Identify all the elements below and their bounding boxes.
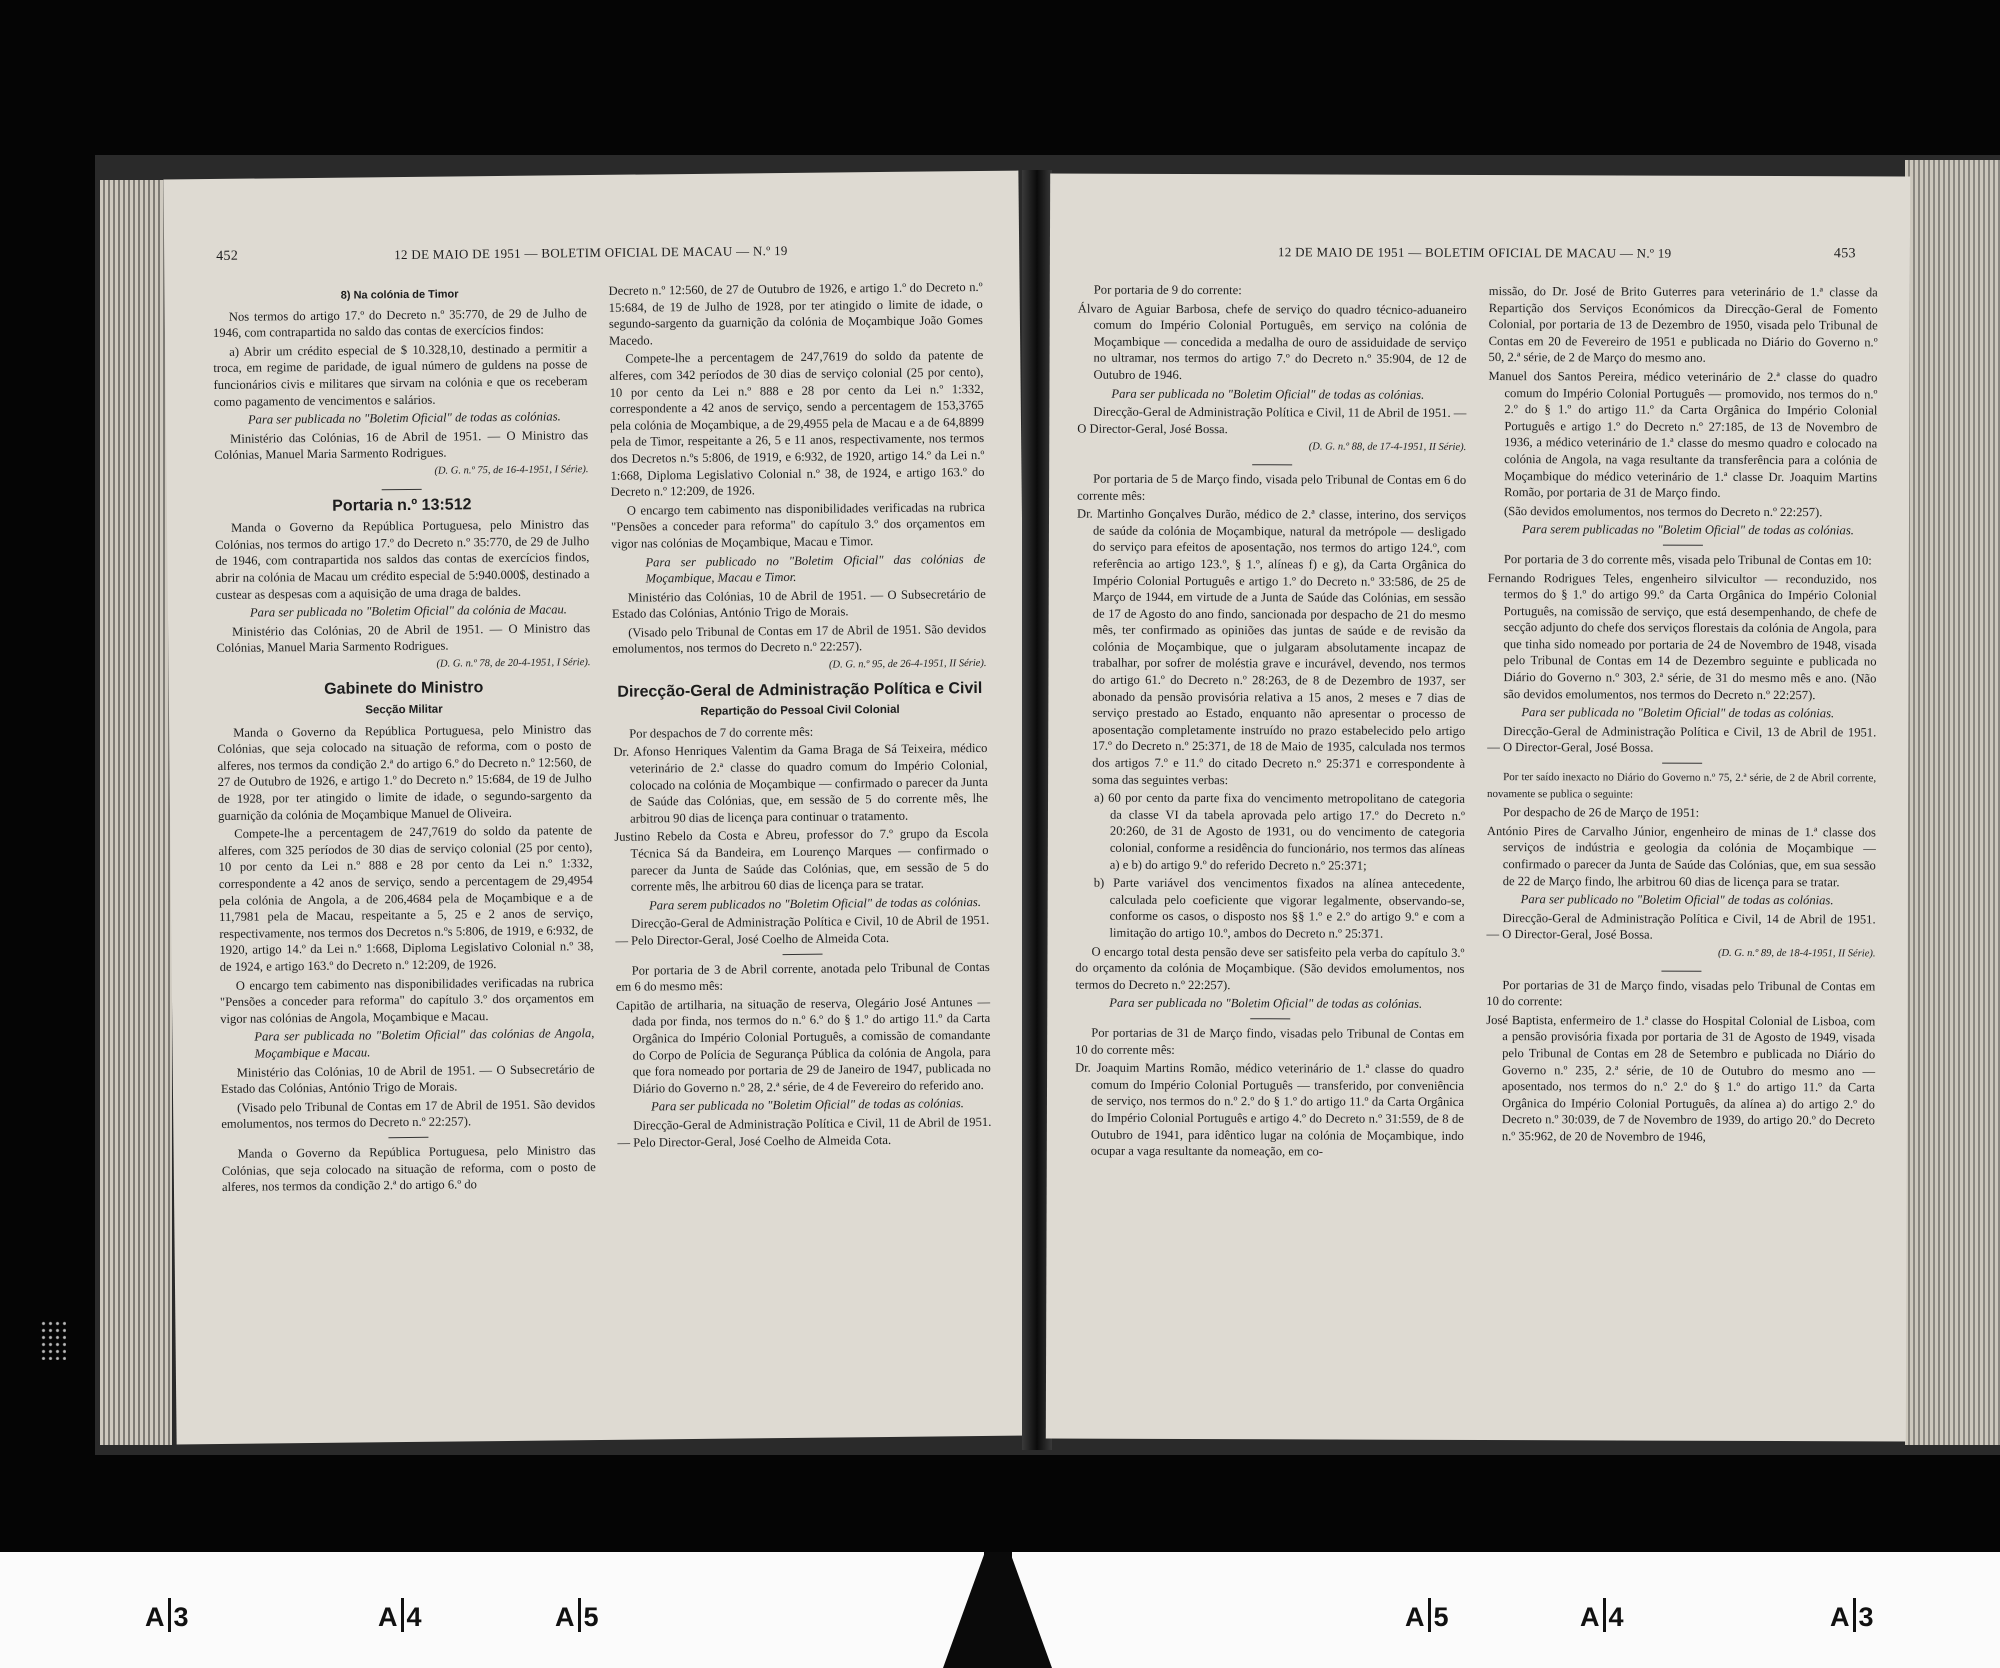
paragraph: Compete-lhe a percentagem de 247,7619 do soldo da patente de alferes, com 325 períodos de 30 dias de serviço colonial (25 por cento), 10 por cento da Lei n.º 888 e 28 por cento da Lei n.º 1:332, correspondente a 42 anos de serviço, sendo a percentagem de 29,4954 pela colónia de Angola, a de 206,4684 pela de Moçambique e a de 11,7981 pela de Macau, respeitante a 5, 25 e 2 anos de serviço, respectivamente, nos termos dos Decretos n.ºs 5:806, de 1919, e 6:932, de 1920, artigo 14.º da Lei n.º 1:668, Diploma Legislativo Colonial n.º 38, de 1924, e artigo 163.º do Decreto n.º 12:209, de 1926. [218,823,594,974]
left-columns [213,279,992,1198]
paragraph: Dr. Martinho Gonçalves Durão, médico de 2.ª classe, interino, dos serviços de saúde da colónia de Moçambique, natural da metrópole — desligado do serviço para efeitos de aposentação, nos termos do artigo 124.º, com referência ao artigo 123.º, § 1.º, alíneas f) e g), da Carta Orgânica do Império Colonial Português e artigo 1.º do Decreto n.º 33:586, de 25 de Março de 1944, em virtude de a Junta de Saúde das Colónias, em sessão de 17 de Agosto do ano findo, sancionada por despacho de 21 do mesmo mês, ter confirmado as opiniões das juntas de saúde e de revisão da colónia de Moçambique, que o julgaram absolutamente incapaz de trabalhar, por sofrer de moléstia grave e incurável, devendo, nos termos do artigo 61.º do Decreto n.º 28:263, de 8 de Dezembro de 1937, ser abonado da pensão provisória relativa a 15 anos, 2 meses e 7 dias de serviço prestado ao Estado, enquanto não apresentar o processo de aposentação completamente instruído no prazo estabelecido pelo artigo 17.º do Decreto n.º 25:371, de 18 de Maio de 1935, calculada nos termos dos artigos 7.º e 11.º do citado Decreto n.º 25:371 e correspondente à soma das seguintes verbas: [1076,506,1467,787]
right-column-1 [1075,282,1467,1163]
publication-note: Para serem publicadas no "Boletim Oficial" de todas as colónias. [1521,522,1854,538]
film-marker: A 3 [145,1598,189,1633]
left-page-edges [100,180,172,1445]
portaria-title: Portaria n.º 13:512 [332,495,472,515]
publication-note: Para ser publicada no "Boletim Oficial" de todas as colónias. [247,409,561,427]
right-page [1046,174,1910,1442]
publication-note: Para ser publicada no "Boletim Oficial" de todas as colónias. [1521,705,1835,721]
divider [382,488,422,489]
reference: (D. G. n.º 88, de 17-4-1951, II Série). [1308,441,1467,454]
paragraph: Decreto n.º 12:560, de 27 de Outubro de 1926, e artigo 1.º do Decreto n.º 15:684, de 19 de Julho de 1928, por ter atingido o limite de idade, o segundo-sargento da guarnição da colónia de Moçambique João Gomes Macedo. [608,279,983,348]
signature: Direcção-Geral de Administração Política e Civil, 11 de Abril de 1951. — Pelo Director-Geral, José Coelho de Almeida Cota. [617,1114,992,1150]
paragraph: Compete-lhe a percentagem de 247,7619 do soldo da patente de alferes, com 342 períodos de 30 dias de serviço colonial (25 por cento), 10 por cento da Lei n.º 888 e 28 por cento da Lei n.º 1:332, correspondente a 42 anos de serviço, sendo a percentagem de 153,3765 pela colónia de Moçambique, a de 29,4955 pela de Macau e a de 64,8899 pela de Timor, respeitante a 26, 5 e 11 anos, respectivamente, nos termos dos Decretos n.ºs 5:806, de 1919, e 6:932, de 1920, artigo 14.º da Lei n.º 1:668, Diploma Legislativo Colonial n.º 38, de 1924, e artigo 163.º do Decreto n.º 12:209, de 1926. [609,348,985,499]
paragraph: Por portarias de 31 de Março findo, visadas pelo Tribunal de Contas em 10 do corrente: [1486,977,1876,1009]
paragraph: O encargo total desta pensão deve ser satisfeito pela verba do capítulo 3.º do orçamento da colónia de Moçambique. (São devidos emolumentos, nos termos do Decreto n.º 22:257). [1075,944,1465,992]
paragraph: Por portarias de 31 de Março findo, visadas pelo Tribunal de Contas em 10 do corrente mês: [1075,1025,1465,1057]
signature: Direcção-Geral de Administração Política e Civil, 10 de Abril de 1951. — Pelo Director-Geral, José Coelho de Almeida Cota. [615,913,990,948]
right-page-edges [1905,160,2000,1445]
reference: (D. G. n.º 89, de 18-4-1951, II Série). [1717,947,1876,960]
reference: (D. G. n.º 78, de 20-4-1951, I Série). [436,656,591,670]
paragraph: José Baptista, enfermeiro de 1.ª classe do Hospital Colonial de Lisboa, com a pensão provisória fixada por portaria de 31 de Agosto de 1949, visada pelo Tribunal de Contas em 28 de Setembro e publicada no Diário do Governo n.º 235, 2.ª série, de 10 de Outubro do mesmo ano — aposentado, nos termos do n.º 2.º do § 1.º do artigo 11.º da Carta Orgânica do Império Colonial Português, da alínea a) do artigo 2.º do Decreto n.º 30:039, de 7 de Novembro de 1939, do artigo 20.º do Decreto n.º 35:962, de 20 de Novembro de 1946, [1486,1012,1876,1144]
signature: Direcção-Geral de Administração Política e Civil, 11 de Abril de 1951. — O Director-Geral, José Bossa. [1077,404,1467,436]
right-columns [1075,282,1878,1164]
paragraph: Manda o Governo da República Portuguesa, pelo Ministro das Colónias, nos termos do artigo 17.º do Decreto n.º 35:770, de 29 de Julho de 1946, com contrapartida nos saldos das contas de exercícios findos, abrir na colónia de Macau um crédito especial de 5:940.000$, destinado a custear as despesas com a aquisição de uma draga de baldes. [215,517,590,602]
visado-note: (Visado pelo Tribunal de Contas em 17 de Abril de 1951. São devidos emolumentos, nos termos do Decreto n.º 22:257). [612,621,987,657]
paragraph: Por portaria de 5 de Março findo, visada pelo Tribunal de Contas em 6 do corrente mês: [1077,471,1467,503]
paragraph: (São devidos emolumentos, nos termos do Decreto n.º 22:257). [1504,503,1823,519]
paragraph: Manda o Governo da República Portuguesa, pelo Ministro das Colónias, que seja colocado na situação de reforma, com o posto de alferes, nos termos da condição 2.ª do artigo 6.º do [221,1142,596,1195]
paragraph: a) 60 por cento da parte fixa do vencimento metropolitano de categoria da classe VI da tabela aprovada pelo artigo 17.º do Decreto n.º 20:260, de 31 de Agosto de 1931, ou do vencimento de categoria colonial, conforme a residência do funcionário, nos termos das alíneas a) e b) do artigo 9.º do referido Decreto n.º 25:371; [1094,790,1466,873]
paragraph: Dr. Afonso Henriques Valentim da Gama Braga de Sá Teixeira, médico veterinário de 2.ª classe do quadro comum do Império Colonial, colocado na colónia de Moçambique — confirmado o parecer da Junta de Saúde das Colónias, que, em sessão de 5 do corrente mês, lhe arbitrou 90 dias de licença para continuar o tratamento. [613,741,988,826]
paragraph: O encargo tem cabimento nas disponibilidades verificadas na rubrica "Pensões a conceder para reforma" do capítulo 3.º dos orçamentos em vigor nas colónias de Angola, Moçambique e Macau. [219,974,595,1026]
reference: (D. G. n.º 75, de 16-4-1951, I Série). [434,464,589,477]
film-marker: A 3 [1830,1598,1874,1633]
paragraph: Justino Rebelo da Costa e Abreu, professor do 7.º grupo da Escola Técnica Sá da Bandeira, em Lourenço Marques — confirmado o parecer da Junta de Saúde das Colónias, que, em sessão de 5 do corrente mês, lhe arbitrou 60 dias de licença para se tratar. [614,826,989,894]
film-marker: A 5 [555,1598,599,1633]
signature: Direcção-Geral de Administração Política e Civil, 14 de Abril de 1951. — O Director-Geral, José Bossa. [1486,910,1876,942]
signature: Ministério das Colónias, 16 de Abril de 1951. — O Ministro das Colónias, Manuel Maria Sarmento Rodrigues. [214,427,589,463]
publication-note: Para ser publicado no "Boletim Oficial" das colónias de Moçambique, Macau e Timor. [645,551,986,586]
right-running-title: 12 DE MAIO DE 1951 — BOLETIM OFICIAL DE MACAU — N.º 19 [1277,244,1672,261]
gabinete-heading: Gabinete do Ministro [324,679,484,699]
left-page-number: 452 [216,248,239,264]
publication-note: Para ser publicada no "Boletim Oficial" de todas as colónias. [651,1096,965,1114]
right-page-number: 453 [1833,246,1856,262]
paragraph: Dr. Joaquim Martins Romão, médico veterinário de 1.ª classe do quadro comum do Império Colonial Português — transferido, por conveniência de serviço, nos termos do n.º 2.º do § 1.º do artigo 11.º da Carta Orgânica do Império Colonial Português e artigo 4.º do Decreto n.º 31:559, de 8 de Outubro de 1941, para idêntico lugar na colónia de Moçambique, indo ocupar a vaga resultante da nomeação, em co- [1075,1060,1465,1159]
reference: (D. G. n.º 95, de 26-4-1951, II Série). [828,657,987,671]
left-page [163,171,1031,1445]
signature: Direcção-Geral de Administração Política e Civil, 13 de Abril de 1951. — O Director-Geral, José Bossa. [1487,723,1877,756]
publication-note: Para ser publicada no "Boletim Oficial" das colónias de Angola, Moçambique e Macau. [254,1026,595,1061]
film-marker: A 4 [378,1598,422,1633]
signature: Ministério das Colónias, 10 de Abril de 1951. — O Subsecretário de Estado das Colónias, António Trigo de Morais. [220,1061,595,1097]
publication-note: Para serem publicados no "Boletim Oficial" de todas as colónias. [648,894,982,913]
publication-note: Para ser publicada no "Boletim Oficial" de todas as colónias. [1111,386,1425,402]
paragraph: António Pires de Carvalho Júnior, engenheiro de minas de 1.ª classe dos serviços de indústria e geologia da colónia de Moçambique — confirmado o parecer da Junta de Saúde das Colónias, que, em sua sessão de 22 de Março findo, lhe arbitrou 60 dias de licença para se tratar. [1486,823,1876,889]
paragraph: Capitão de artilharia, na situação de reserva, Olegário José Antunes — dada por finda, nos termos do n.º 6.º do § 1.º do artigo 11.º da Carta Orgânica do Império Colonial Português, a comissão de comandante do Corpo de Polícia de Segurança Pública da colónia de Angola, para que fora nomeado por portaria de 29 de Janeiro de 1947, publicada no Diário do Governo n.º 28, 2.ª série, de 4 de Fevereiro do referido ano. [616,994,991,1096]
publication-note: Para ser publicada no "Boletim Oficial" da colónia de Macau. [249,602,567,620]
paragraph: O encargo tem cabimento nas disponibilidades verificadas na rubrica "Pensões a conceder para reforma" do capítulo 3.º dos orçamentos em vigor nas colónias de Moçambique, Macau e Timor. [610,499,986,551]
left-column-2 [609,279,993,1194]
publication-note: Para ser publicado no "Boletim Oficial" de todas as colónias. [1520,892,1834,908]
divider [388,1137,428,1138]
paragraph: Manda o Governo da República Portuguesa, pelo Ministro das Colónias, que seja colocado na situação de reforma, com o posto de alferes, nos termos da condição 2.ª do artigo 6.º do Decreto n.º 12:560, de 27 de Outubro de 1926, e artigo 1.º do Decreto n.º 15:684, de 19 de Julho de 1928, por ter atingido o limite de idade, o segundo-sargento da guarnição da colónia de Moçambique Manuel de Oliveira. [217,721,592,823]
left-running-head [163,171,1018,264]
divider [1252,464,1292,465]
paragraph: Manuel dos Santos Pereira, médico veterinário de 2.ª classe do quadro comum do Império Colonial Português — promovido, nos termos do n.º 2.º do § 1.º do artigo 11.º da Carta Orgânica do Império Colonial Português e artigo 1.º do Decreto n.º 27:185, de 13 de Novembro de 1936, a médico veterinário de 1.ª classe do mesmo quadro e colocado na colónia de Angola, na vaga resultante da transferência para a colónia de Moçambique do médico veterinário de 1.ª classe Dr. Joaquim Martins Romão, por portaria de 31 de Março findo. [1488,369,1878,500]
paragraph: missão, do Dr. José de Brito Guterres para veterinário de 1.ª classe da Repartição dos Serviços Económicos da Direcção-Geral de Fomento Colonial, por portaria de 13 de Dezembro de 1950, visada pelo Tribunal de Contas em 20 de Fevereiro de 1951 e publicada no Diário do Governo n.º 50, 2.ª série, de 2 de Março do mesmo ano. [1488,284,1878,366]
direccao-heading: Direcção-Geral de Administração Política e Civil [617,679,983,701]
film-marker: A 5 [1405,1598,1449,1633]
film-marker: A 4 [1580,1598,1624,1633]
seccao-heading: Secção Militar [365,703,443,717]
divider [1250,1018,1290,1019]
right-running-head [1050,174,1910,262]
paragraph: Por portaria de 3 de Abril corrente, anotada pelo Tribunal de Contas em 6 do mesmo mês: [615,959,990,994]
reparticao-heading: Repartição do Pessoal Civil Colonial [700,704,900,719]
paragraph: Fernando Rodrigues Teles, engenheiro silvicultor — reconduzido, nos termos do § 1.º do artigo 99.º da Carta Orgânica do Império Colonial Português, na comissão de serviço, que está desempenhando, de chefe de secção adjunto do chefe dos serviços florestais da colónia de Angola, para que tinha sido nomeado por portaria de 24 de Novembro de 1948, visada pelo Tribunal de Contas em 14 de Dezembro seguinte e publicada no Diário do Governo n.º 303, 2.ª série, de 31 do mesmo mês e ano. (Não são devidos emolumentos, nos termos do Decreto n.º 22:257). [1487,570,1877,702]
divider [1662,763,1702,764]
paragraph: Por despachos de 7 do corrente mês: [629,724,814,741]
left-running-title: 12 DE MAIO DE 1951 — BOLETIM OFICIAL DE MACAU — N.º 19 [394,242,788,263]
signature: Ministério das Colónias, 20 de Abril de 1951. — O Ministro das Colónias, Manuel Maria Sarmento Rodrigues. [216,620,591,656]
divider [1662,545,1702,546]
center-marker-bar [984,1552,1012,1668]
paragraph: Por despacho de 26 de Março de 1951: [1502,805,1700,820]
right-column-2 [1486,283,1878,1164]
film-speck [40,1320,66,1360]
publication-note: Para ser publicada no "Boletim Oficial" de todas as colónias. [1109,996,1423,1012]
paragraph: a) Abrir um crédito especial de $ 10.328,10, destinado a permitir a troca, em regime de paridade, de igual número de guldens na posse de funcionários civis e militares que sirvam na colónia e que os receberam como pagamento de vencimentos e salários. [213,340,588,409]
signature: Ministério das Colónias, 10 de Abril de 1951. — O Subsecretário de Estado das Colónias, António Trigo de Morais. [611,586,986,622]
visado-note: (Visado pelo Tribunal de Contas em 17 de Abril de 1951. São devidos emolumentos, nos termos do Decreto n.º 22:257). [221,1096,596,1132]
left-column-1 [213,283,597,1198]
paragraph: Por portaria de 9 do corrente: [1093,282,1242,298]
divider [783,953,823,954]
paragraph: Nos termos do artigo 17.º do Decreto n.º 35:770, de 29 de Julho de 1946, com contrapartida no saldo das contas de exercícios findos: [212,305,587,341]
timor-heading: 8) Na colónia de Timor [340,288,459,302]
paragraph: b) Parte variável dos vencimentos fixados na alínea antecedente, calculada pelo coeficiente que vigorar legalmente, observando-se, conforme os casos, o disposto nos §§ 1.º e 2.º do artigo 9.º e com a limitação do artigo 10.º, ambos do Decreto n.º 25:371. [1093,875,1465,941]
divider [1661,970,1701,971]
center-marker-right [1010,1552,1052,1668]
paragraph: Álvaro de Aguiar Barbosa, chefe de serviço do quadro técnico-aduaneiro comum do Império Colonial Português, em serviço na colónia de Moçambique — concedida a medalha de ouro de assiduidade de serviço no ultramar, nos termos do artigo 7.º do Decreto n.º 35:904, de 12 de Outubro de 1946. [1077,301,1467,382]
correction-note: Por ter saído inexacto no Diário do Governo n.º 75, 2.ª série, de 2 de Abril corrente, novamente se publica o seguinte: [1487,771,1877,801]
center-marker-left [943,1552,985,1668]
paragraph: Por portaria de 3 do corrente mês, visada pelo Tribunal de Contas em 10: [1503,551,1872,568]
